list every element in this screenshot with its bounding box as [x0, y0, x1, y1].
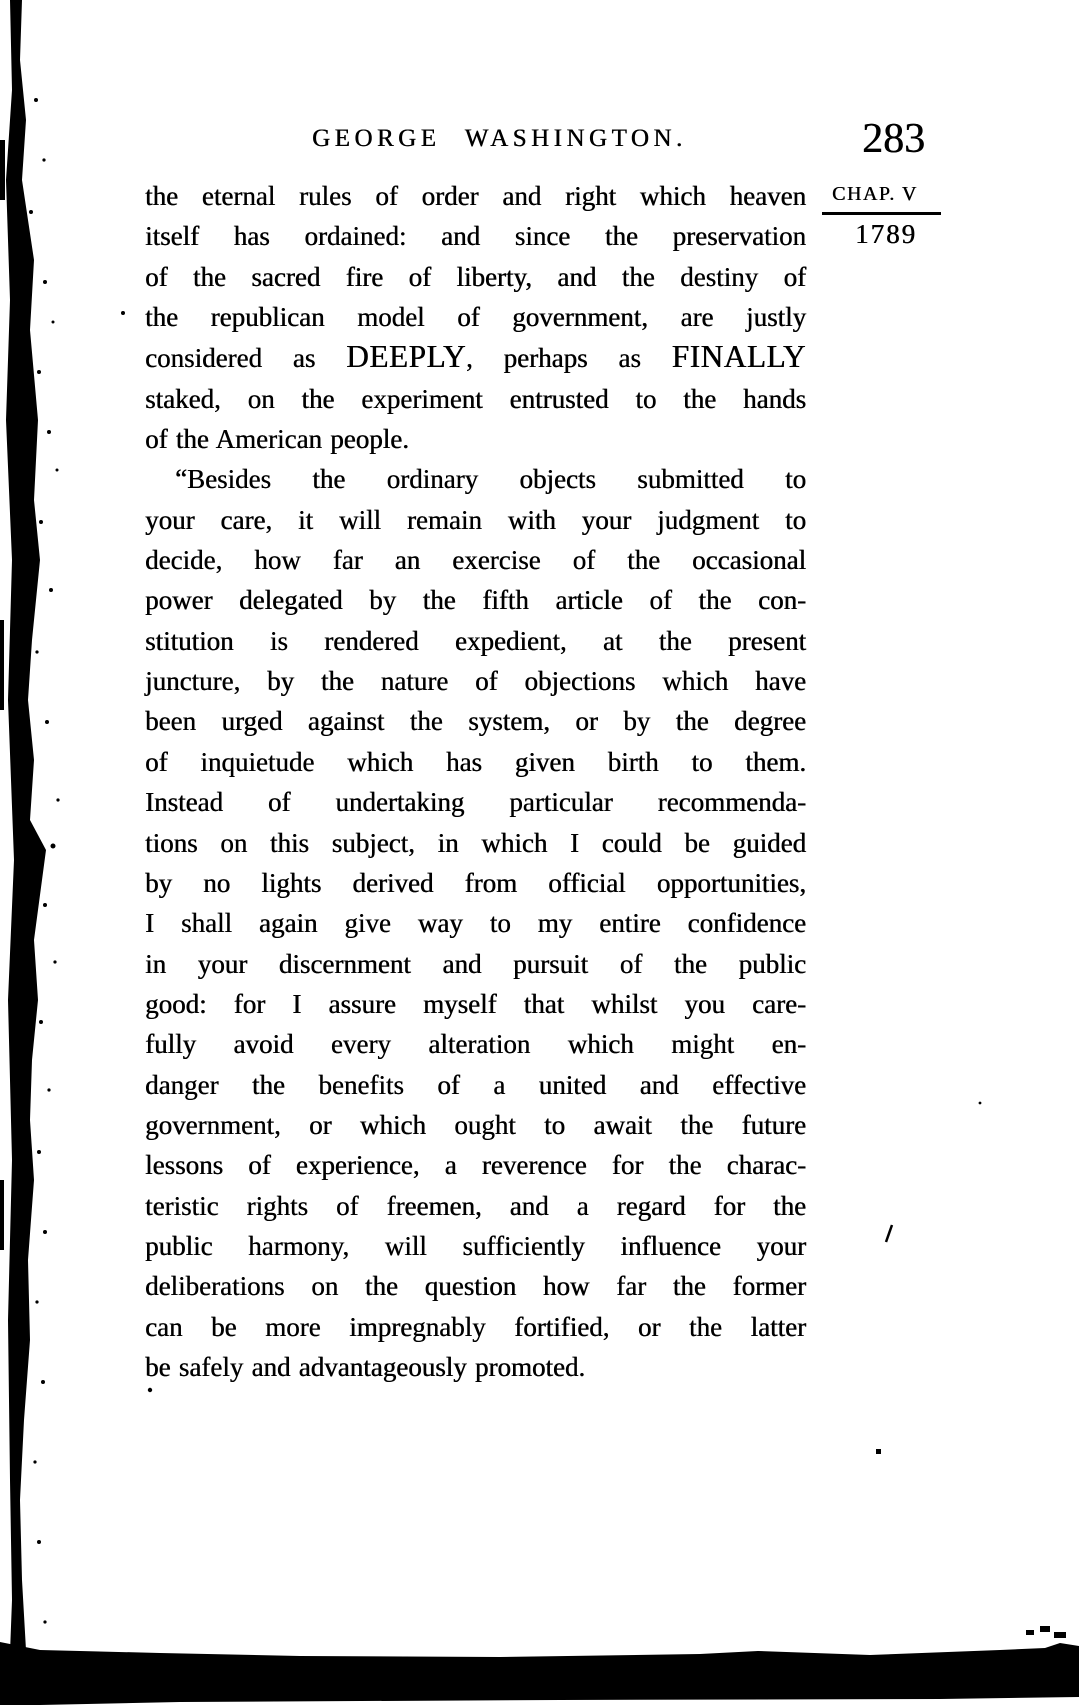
text-segment: can be more impregnably fortified, or the latter [145, 1311, 806, 1342]
text-segment: staked, on the experiment entrusted to the hands [145, 383, 806, 414]
text-line [145, 944, 806, 984]
margin-rule [822, 212, 941, 215]
text-line [145, 1145, 806, 1185]
text-line [145, 1347, 806, 1387]
text-segment: by no lights derived from official opportunities, [145, 867, 806, 898]
text-line [145, 863, 806, 903]
text-line [145, 1024, 806, 1064]
text-line [145, 540, 806, 580]
text-segment: been urged against the system, or by the degree [145, 706, 806, 737]
text-line [145, 1186, 806, 1226]
text-segment: itself has ordained: and since the preservation [145, 221, 806, 252]
text-line [145, 823, 806, 863]
text-segment: stitution is rendered expedient, at the present [145, 625, 806, 656]
text-segment: danger the benefits of a united and effective [145, 1069, 806, 1100]
text-line [145, 661, 806, 701]
text-line [145, 459, 806, 499]
text-line [145, 1266, 806, 1306]
text-line [145, 1307, 806, 1347]
text-segment: teristic rights of freemen, and a regard for the [145, 1190, 806, 1221]
text-line [145, 257, 806, 297]
binding-edge-artifact [0, 0, 60, 1705]
text-segment: in your discernment and pursuit of the public [145, 948, 806, 979]
margin-chapter-label: CHAP. V [832, 183, 918, 205]
text-segment: considered as [145, 343, 347, 374]
text-line [145, 701, 806, 741]
text-segment: lessons of experience, a reverence for the charac- [145, 1150, 806, 1181]
text-line [145, 297, 806, 337]
text-segment: public harmony, will sufficiently influence your [145, 1230, 806, 1261]
text-line [145, 1065, 806, 1105]
text-segment: power delegated by the fifth article of the con- [145, 585, 806, 616]
text-segment: deliberations on the question how far the former [145, 1271, 806, 1302]
text-line [145, 216, 806, 256]
text-line [145, 176, 806, 216]
emphasized-text: FINALLY [671, 339, 806, 375]
text-line [145, 580, 806, 620]
text-line [145, 742, 806, 782]
text-segment: juncture, by the nature of objections which have [145, 666, 806, 697]
text-line [145, 1105, 806, 1145]
text-segment: of inquietude which has given birth to them. [145, 746, 806, 777]
text-line [145, 379, 806, 419]
text-segment: of the sacred fire of liberty, and the destiny of [145, 261, 806, 292]
text-segment: the eternal rules of order and right which heaven [145, 181, 806, 211]
text-segment: I shall again give way to my entire confidence [145, 908, 806, 939]
text-segment: “Besides the ordinary objects submitted to [175, 464, 806, 495]
text-segment: government, or which ought to await the future [145, 1109, 806, 1140]
text-line [145, 419, 806, 459]
text-line [145, 984, 806, 1024]
text-segment: the republican model of government, are justly [145, 302, 806, 333]
text-segment: , perhaps as [465, 343, 672, 374]
text-line [145, 1226, 806, 1266]
text-line [145, 500, 806, 540]
running-header: GEORGE WASHINGTON. [312, 125, 687, 152]
text-line [145, 621, 806, 661]
page-number: 283 [862, 116, 925, 162]
text-segment: fully avoid every alteration which might en- [145, 1029, 806, 1060]
margin-year-label: 1789 [855, 219, 917, 249]
bottom-scan-bar [0, 1626, 1079, 1705]
body-text [145, 176, 806, 1387]
text-segment: be safely and advantageously promoted. [145, 1351, 586, 1382]
text-segment: of the American people. [145, 424, 409, 455]
text-line [145, 337, 806, 378]
text-segment: good: for I assure myself that whilst you care- [145, 988, 806, 1019]
text-segment: decide, how far an exercise of the occasional [145, 545, 806, 576]
text-line [145, 903, 806, 943]
text-segment: your care, it will remain with your judgment to [145, 504, 806, 535]
text-segment: Instead of undertaking particular recommenda- [145, 787, 806, 818]
text-segment: tions on this subject, in which I could be guided [145, 827, 806, 858]
text-line [145, 782, 806, 822]
emphasized-text: DEEPLY [346, 339, 466, 375]
